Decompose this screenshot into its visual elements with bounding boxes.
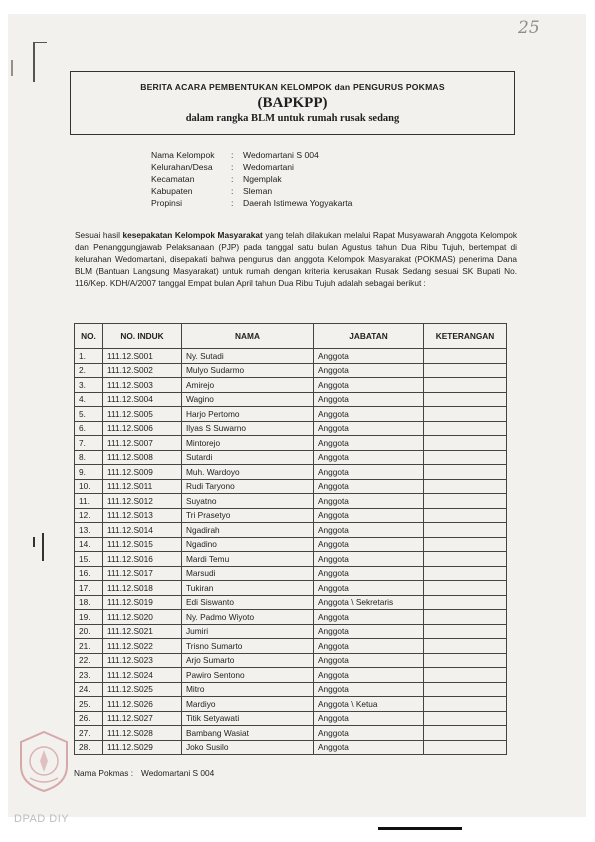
cell-keterangan — [424, 639, 507, 654]
cell-no: 1. — [75, 349, 103, 364]
cell-keterangan — [424, 624, 507, 639]
info-value: Wedomartani S 004 — [243, 150, 319, 160]
cell-nama: Suyatno — [182, 494, 314, 509]
official-seal-icon — [15, 728, 73, 794]
info-colon: : — [231, 198, 234, 208]
cell-no: 4. — [75, 392, 103, 407]
cell-nama: Mulyo Sudarmo — [182, 363, 314, 378]
cell-nama: Ngadino — [182, 537, 314, 552]
cell-keterangan — [424, 595, 507, 610]
group-info — [151, 150, 352, 210]
cell-no: 21. — [75, 639, 103, 654]
cell-jabatan: Anggota — [314, 740, 424, 755]
cell-no-induk: 111.12.S017 — [103, 566, 182, 581]
column-header-nama: NAMA — [182, 324, 314, 349]
cell-no-induk: 111.12.S006 — [103, 421, 182, 436]
cell-no-induk: 111.12.S022 — [103, 639, 182, 654]
cell-no: 11. — [75, 494, 103, 509]
margin-mark — [33, 42, 47, 43]
document-title: BERITA ACARA PEMBENTUKAN KELOMPOK dan PENGURUS POKMAS — [140, 82, 445, 92]
cell-no: 14. — [75, 537, 103, 552]
table-row — [75, 421, 507, 436]
cell-nama: Ilyas S Suwarno — [182, 421, 314, 436]
table-row — [75, 494, 507, 509]
cell-no-induk: 111.12.S023 — [103, 653, 182, 668]
scan-edge-bar — [378, 827, 462, 830]
cell-no-induk: 111.12.S025 — [103, 682, 182, 697]
cell-no: 22. — [75, 653, 103, 668]
cell-no-induk: 111.12.S015 — [103, 537, 182, 552]
cell-no-induk: 111.12.S024 — [103, 668, 182, 683]
column-header-keterangan: KETERANGAN — [424, 324, 507, 349]
cell-no: 20. — [75, 624, 103, 639]
cell-nama: Mintorejo — [182, 436, 314, 451]
cell-no-induk: 111.12.S003 — [103, 378, 182, 393]
cell-no-induk: 111.12.S027 — [103, 711, 182, 726]
cell-jabatan: Anggota — [314, 465, 424, 480]
table-row — [75, 726, 507, 741]
info-row — [151, 174, 352, 186]
cell-keterangan — [424, 552, 507, 567]
cell-jabatan: Anggota — [314, 537, 424, 552]
footer-label: Nama Pokmas : — [74, 768, 134, 778]
cell-nama: Mardiyo — [182, 697, 314, 712]
cell-no: 2. — [75, 363, 103, 378]
table-header-row — [75, 324, 507, 349]
cell-keterangan — [424, 537, 507, 552]
info-row — [151, 150, 352, 162]
cell-no: 24. — [75, 682, 103, 697]
margin-mark — [33, 537, 35, 547]
table-row — [75, 349, 507, 364]
cell-jabatan: Anggota — [314, 349, 424, 364]
table-row — [75, 581, 507, 596]
cell-no-induk: 111.12.S002 — [103, 363, 182, 378]
cell-nama: Mitro — [182, 682, 314, 697]
table-row — [75, 653, 507, 668]
cell-no-induk: 111.12.S016 — [103, 552, 182, 567]
paragraph-emphasis: kesepakatan Kelompok Masyarakat — [122, 230, 263, 240]
cell-no-induk: 111.12.S018 — [103, 581, 182, 596]
cell-no: 19. — [75, 610, 103, 625]
info-row — [151, 198, 352, 210]
cell-nama: Sutardi — [182, 450, 314, 465]
table-row — [75, 682, 507, 697]
cell-no-induk: 111.12.S028 — [103, 726, 182, 741]
cell-no-induk: 111.12.S009 — [103, 465, 182, 480]
info-value: Daerah Istimewa Yogyakarta — [243, 198, 353, 208]
cell-no-induk: 111.12.S001 — [103, 349, 182, 364]
cell-no-induk: 111.12.S007 — [103, 436, 182, 451]
cell-jabatan: Anggota — [314, 363, 424, 378]
table-row — [75, 624, 507, 639]
cell-jabatan: Anggota \ Ketua — [314, 697, 424, 712]
cell-jabatan: Anggota — [314, 421, 424, 436]
info-colon: : — [231, 162, 234, 172]
table-row — [75, 537, 507, 552]
cell-no: 13. — [75, 523, 103, 538]
cell-jabatan: Anggota — [314, 552, 424, 567]
table-row — [75, 595, 507, 610]
cell-no: 7. — [75, 436, 103, 451]
cell-jabatan: Anggota — [314, 668, 424, 683]
cell-no: 6. — [75, 421, 103, 436]
cell-no: 10. — [75, 479, 103, 494]
table-row — [75, 479, 507, 494]
cell-keterangan — [424, 697, 507, 712]
cell-keterangan — [424, 436, 507, 451]
cell-no-induk: 111.12.S014 — [103, 523, 182, 538]
intro-paragraph — [75, 229, 517, 289]
cell-nama: Ny. Sutadi — [182, 349, 314, 364]
cell-no-induk: 111.12.S029 — [103, 740, 182, 755]
cell-keterangan — [424, 378, 507, 393]
cell-keterangan — [424, 653, 507, 668]
margin-mark — [42, 533, 44, 561]
cell-keterangan — [424, 465, 507, 480]
info-value: Ngemplak — [243, 174, 282, 184]
cell-no-induk: 111.12.S021 — [103, 624, 182, 639]
cell-jabatan: Anggota — [314, 508, 424, 523]
cell-keterangan — [424, 349, 507, 364]
info-label: Kecamatan — [151, 174, 195, 184]
table-row — [75, 465, 507, 480]
cell-jabatan: Anggota — [314, 566, 424, 581]
margin-mark — [33, 42, 35, 82]
cell-nama: Edi Siswanto — [182, 595, 314, 610]
archive-watermark: DPAD DIY — [14, 813, 70, 825]
cell-jabatan: Anggota — [314, 624, 424, 639]
cell-no: 23. — [75, 668, 103, 683]
table-row — [75, 639, 507, 654]
table-row — [75, 363, 507, 378]
cell-nama: Ny. Padmo Wiyoto — [182, 610, 314, 625]
cell-no: 28. — [75, 740, 103, 755]
cell-nama: Rudi Taryono — [182, 479, 314, 494]
column-header-no: NO. — [75, 324, 103, 349]
table-row — [75, 407, 507, 422]
cell-keterangan — [424, 581, 507, 596]
cell-nama: Wagino — [182, 392, 314, 407]
cell-no-induk: 111.12.S019 — [103, 595, 182, 610]
cell-keterangan — [424, 523, 507, 538]
paragraph-text: yang telah dilakukan melalui Rapat Musyawarah Anggota Kelompok dan Penanggungjawab Pelaksanaan (PJP) pada tanggal satu bulan Agustus tahun Dua Ribu Tujuh, bertempat di kelurahan Wedomartani, disepakati bahwa pengurus dan anggota Kelompok Masyarakat (POKMAS) penerima Dana BLM (Bantuan Langsung Masyarakat) untuk rumah dengan kriteria kerusakan Rusak Sedang sesuai SK Bupati No. 116/Kep. KDH/A/2007 tanggal Empat bulan April tahun Dua Ribu Tujuh adalah sebagai berikut : — [75, 230, 517, 288]
cell-nama: Jumiri — [182, 624, 314, 639]
paragraph-text: Sesuai hasil — [75, 230, 123, 240]
info-label: Propinsi — [151, 198, 183, 208]
info-label: Kelurahan/Desa — [151, 162, 213, 172]
cell-jabatan: Anggota — [314, 479, 424, 494]
table-row — [75, 610, 507, 625]
cell-nama: Trisno Sumarto — [182, 639, 314, 654]
document-title-box — [70, 71, 515, 135]
table-row — [75, 523, 507, 538]
cell-no-induk: 111.12.S008 — [103, 450, 182, 465]
cell-jabatan: Anggota — [314, 726, 424, 741]
cell-no-induk: 111.12.S011 — [103, 479, 182, 494]
table-row — [75, 450, 507, 465]
document-subtitle: dalam rangka BLM untuk rumah rusak sedang — [185, 113, 400, 124]
cell-no-induk: 111.12.S013 — [103, 508, 182, 523]
cell-jabatan: Anggota — [314, 494, 424, 509]
cell-keterangan — [424, 450, 507, 465]
cell-no-induk: 111.12.S012 — [103, 494, 182, 509]
footer — [74, 768, 214, 778]
cell-no: 18. — [75, 595, 103, 610]
cell-no-induk: 111.12.S005 — [103, 407, 182, 422]
cell-keterangan — [424, 610, 507, 625]
table-row — [75, 711, 507, 726]
cell-jabatan: Anggota — [314, 653, 424, 668]
cell-jabatan: Anggota — [314, 450, 424, 465]
info-colon: : — [231, 186, 234, 196]
cell-nama: Mardi Temu — [182, 552, 314, 567]
cell-keterangan — [424, 711, 507, 726]
cell-nama: Tri Prasetyo — [182, 508, 314, 523]
page-number: 25 — [518, 18, 540, 38]
cell-keterangan — [424, 392, 507, 407]
cell-jabatan: Anggota — [314, 407, 424, 422]
cell-keterangan — [424, 494, 507, 509]
cell-jabatan: Anggota — [314, 523, 424, 538]
cell-no: 12. — [75, 508, 103, 523]
cell-keterangan — [424, 566, 507, 581]
document-acronym: (BAPKPP) — [257, 95, 328, 111]
cell-keterangan — [424, 668, 507, 683]
cell-jabatan: Anggota \ Sekretaris — [314, 595, 424, 610]
cell-nama: Bambang Wasiat — [182, 726, 314, 741]
table-row — [75, 697, 507, 712]
cell-jabatan: Anggota — [314, 378, 424, 393]
cell-keterangan — [424, 421, 507, 436]
cell-jabatan: Anggota — [314, 581, 424, 596]
cell-jabatan: Anggota — [314, 610, 424, 625]
cell-nama: Harjo Pertomo — [182, 407, 314, 422]
cell-nama: Marsudi — [182, 566, 314, 581]
info-row — [151, 162, 352, 174]
cell-nama: Muh. Wardoyo — [182, 465, 314, 480]
cell-keterangan — [424, 682, 507, 697]
cell-nama: Ngadirah — [182, 523, 314, 538]
cell-jabatan: Anggota — [314, 682, 424, 697]
info-value: Wedomartani — [243, 162, 294, 172]
cell-jabatan: Anggota — [314, 639, 424, 654]
cell-no: 8. — [75, 450, 103, 465]
info-colon: : — [231, 174, 234, 184]
cell-no-induk: 111.12.S020 — [103, 610, 182, 625]
cell-nama: Pawiro Sentono — [182, 668, 314, 683]
cell-no: 9. — [75, 465, 103, 480]
cell-no: 15. — [75, 552, 103, 567]
table-row — [75, 436, 507, 451]
table-row — [75, 668, 507, 683]
table-row — [75, 378, 507, 393]
cell-nama: Amirejo — [182, 378, 314, 393]
cell-keterangan — [424, 363, 507, 378]
cell-nama: Joko Susilo — [182, 740, 314, 755]
binding-mark — [11, 60, 13, 76]
info-value: Sleman — [243, 186, 273, 196]
table-row — [75, 392, 507, 407]
table-row — [75, 740, 507, 755]
cell-jabatan: Anggota — [314, 711, 424, 726]
table-row — [75, 566, 507, 581]
info-label: Nama Kelompok — [151, 150, 215, 160]
cell-nama: Arjo Sumarto — [182, 653, 314, 668]
cell-no: 17. — [75, 581, 103, 596]
cell-no: 26. — [75, 711, 103, 726]
cell-nama: Tukiran — [182, 581, 314, 596]
column-header-jabatan: JABATAN — [314, 324, 424, 349]
column-header-no-induk: NO. INDUK — [103, 324, 182, 349]
footer-value: Wedomartani S 004 — [141, 768, 215, 778]
cell-keterangan — [424, 407, 507, 422]
cell-no: 27. — [75, 726, 103, 741]
cell-keterangan — [424, 726, 507, 741]
info-row — [151, 186, 352, 198]
info-label: Kabupaten — [151, 186, 193, 196]
cell-no: 5. — [75, 407, 103, 422]
cell-no: 16. — [75, 566, 103, 581]
cell-no-induk: 111.12.S004 — [103, 392, 182, 407]
info-colon: : — [231, 150, 234, 160]
cell-keterangan — [424, 740, 507, 755]
cell-nama: Titik Setyawati — [182, 711, 314, 726]
cell-jabatan: Anggota — [314, 392, 424, 407]
cell-keterangan — [424, 479, 507, 494]
cell-no: 25. — [75, 697, 103, 712]
cell-jabatan: Anggota — [314, 436, 424, 451]
members-table — [74, 323, 507, 755]
cell-no: 3. — [75, 378, 103, 393]
table-row — [75, 552, 507, 567]
cell-keterangan — [424, 508, 507, 523]
cell-no-induk: 111.12.S026 — [103, 697, 182, 712]
table-row — [75, 508, 507, 523]
